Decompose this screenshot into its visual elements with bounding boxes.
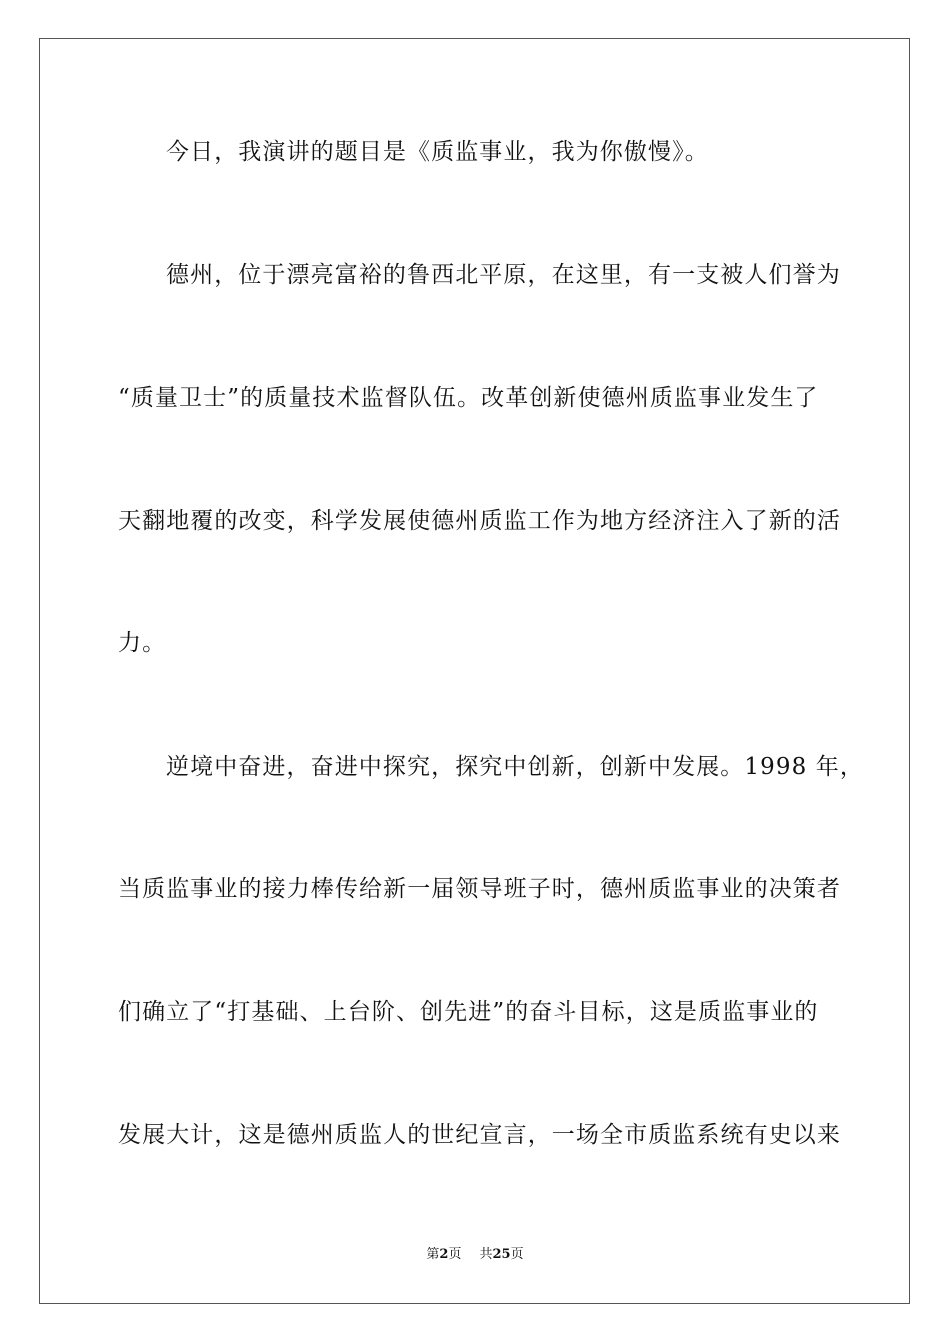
page-frame bbox=[39, 38, 910, 1304]
paragraph-3-line-1: 逆境中奋进，奋进中探究，探究中创新，创新中发展。1998 年， bbox=[166, 754, 864, 780]
page-footer bbox=[0, 1246, 950, 1264]
paragraph-3-line-3: 们确立了“打基础、上台阶、创先进”的奋斗目标，这是质监事业的 bbox=[118, 999, 819, 1025]
paragraph-2-line-4: 力。 bbox=[118, 630, 167, 656]
paragraph-2-line-3: 天翻地覆的改变，科学发展使德州质监工作为地方经济注入了新的活 bbox=[118, 508, 841, 534]
footer-page-suffix: 页 bbox=[448, 1247, 462, 1262]
paragraph-3-line-4: 发展大计，这是德州质监人的世纪宣言，一场全市质监系统有史以来 bbox=[118, 1122, 841, 1148]
footer-total-number: 25 bbox=[492, 1247, 511, 1262]
paragraph-2-line-2: “质量卫士”的质量技术监督队伍。改革创新使德州质监事业发生了 bbox=[118, 385, 819, 411]
paragraph-1-line-1: 今日，我演讲的题目是《质监事业，我为你傲慢》。 bbox=[166, 139, 709, 165]
footer-total-prefix: 共 bbox=[479, 1247, 493, 1262]
footer-total-suffix: 页 bbox=[510, 1247, 524, 1262]
footer-page-number: 2 bbox=[439, 1247, 449, 1262]
footer-page-prefix: 第 bbox=[426, 1247, 440, 1262]
paragraph-3-line-2: 当质监事业的接力棒传给新一届领导班子时，德州质监事业的决策者 bbox=[118, 876, 841, 902]
paragraph-2-line-1: 德州，位于漂亮富裕的鲁西北平原，在这里，有一支被人们誉为 bbox=[166, 262, 841, 288]
